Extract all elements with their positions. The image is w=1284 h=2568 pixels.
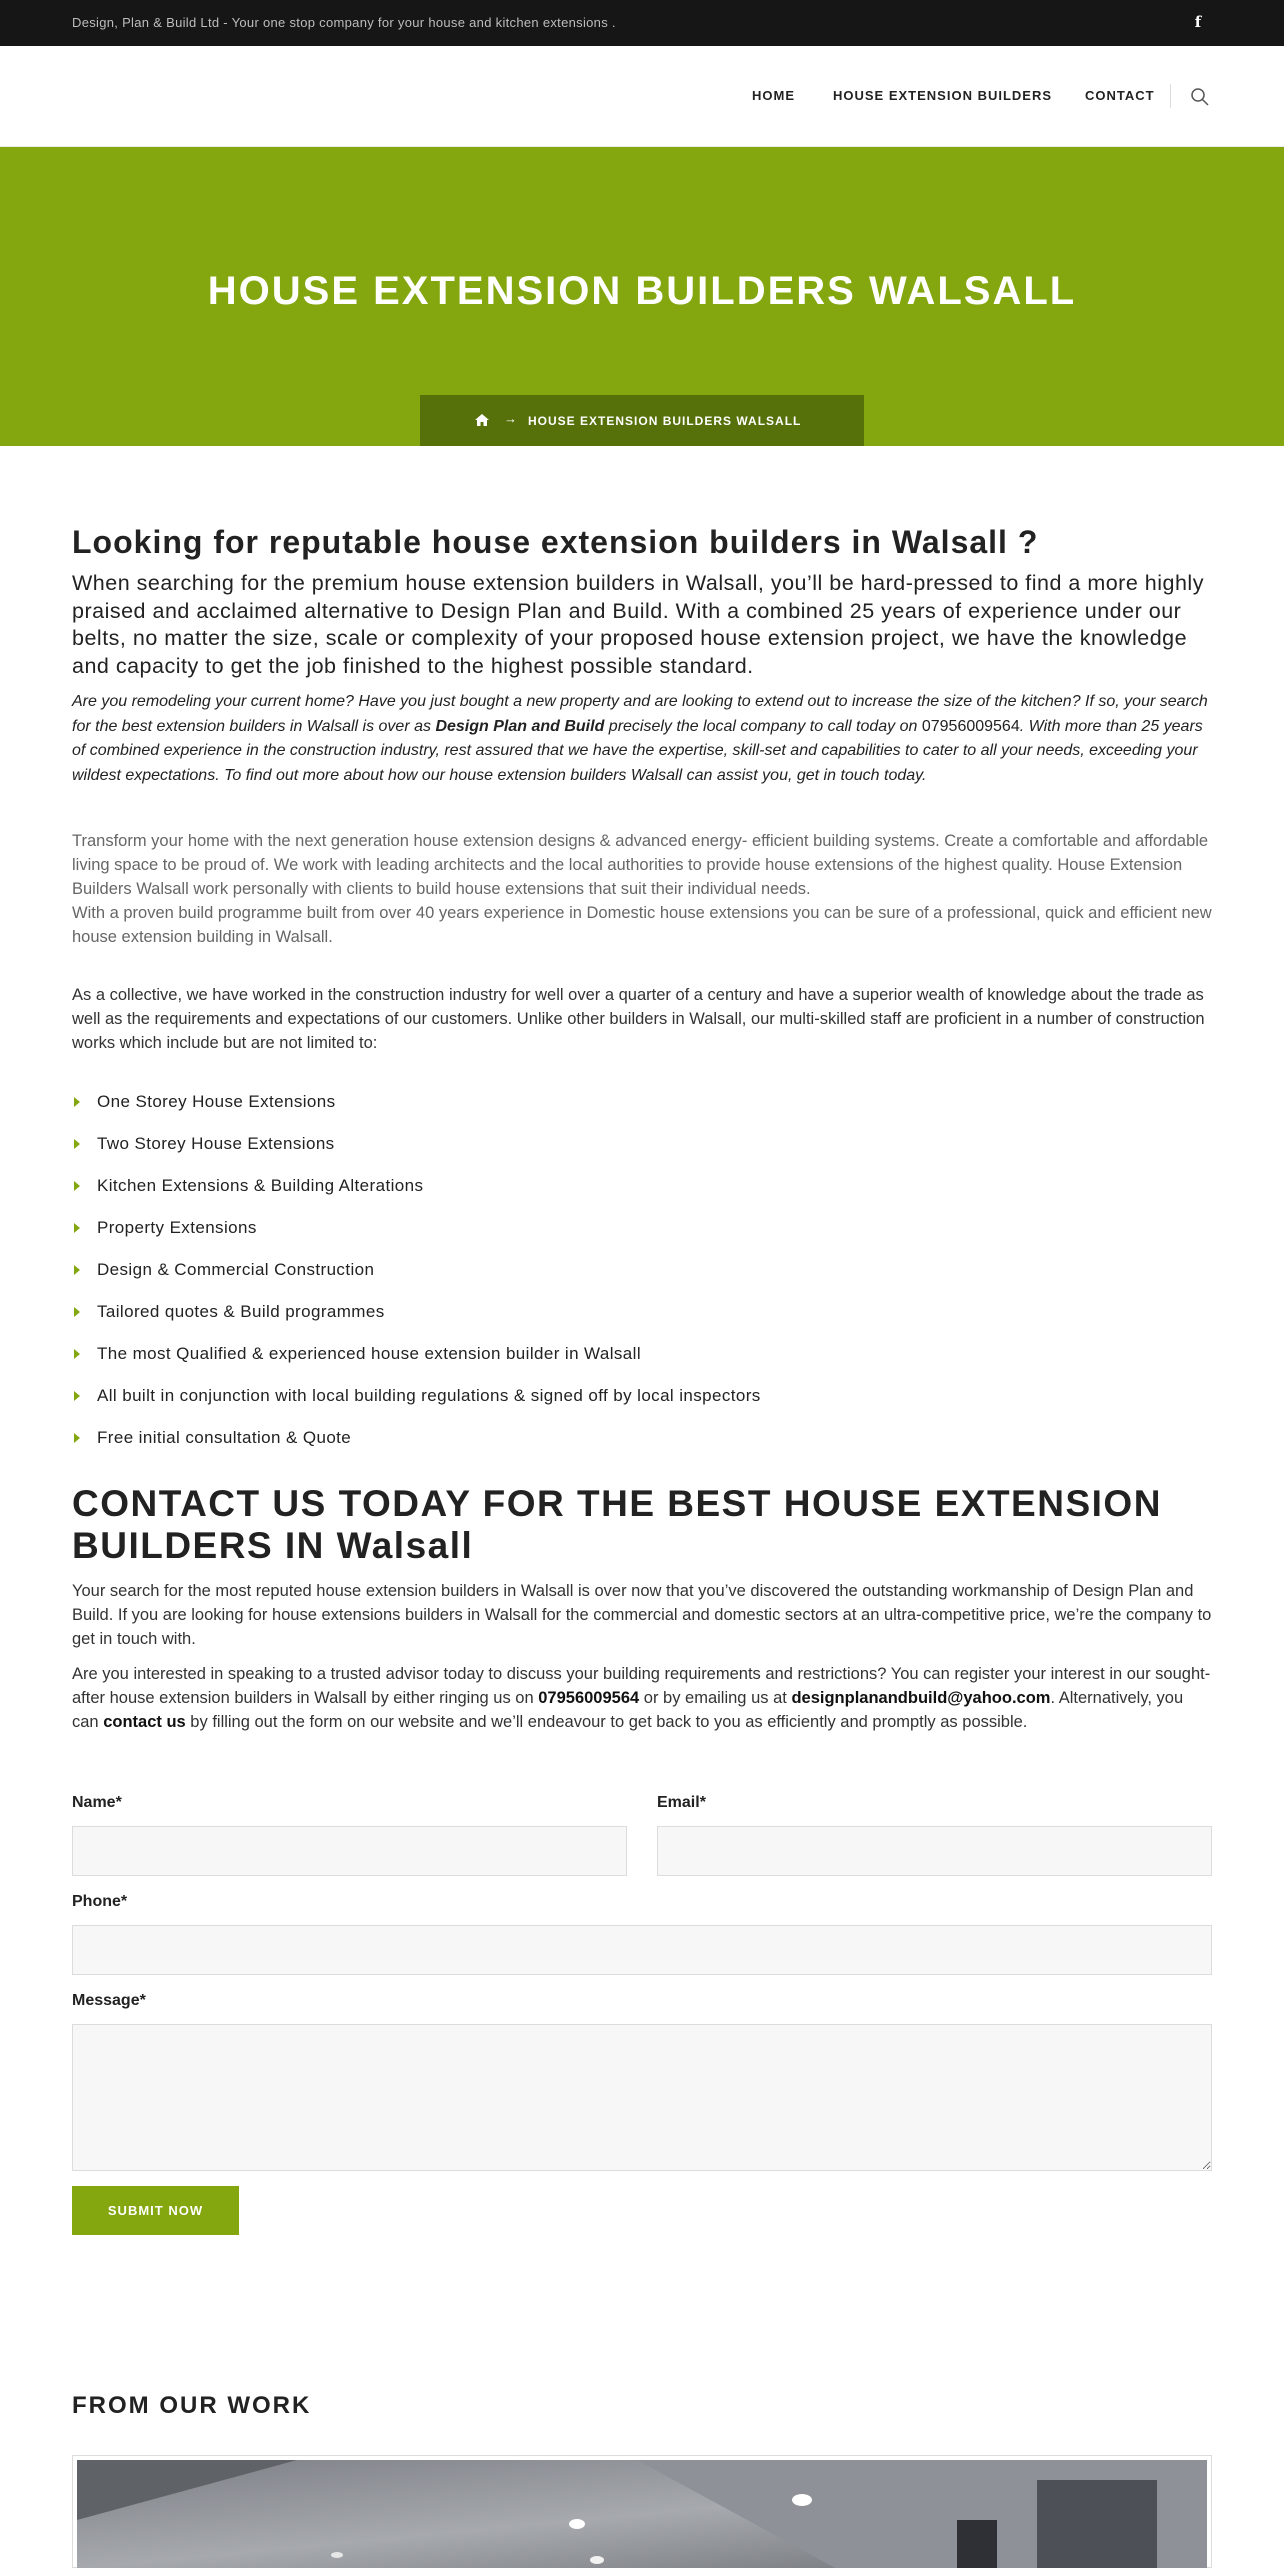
list-item	[72, 1213, 1212, 1255]
search-icon[interactable]	[1190, 87, 1210, 107]
nav-home-link[interactable]: HOME	[752, 88, 795, 103]
collective-paragraph: As a collective, we have worked in the construction industry for well over a quarter of a century and have a superior wealth of knowledge about the trade as well as the requirements and expectations of our customers. Unlike other builders in Walsall, our multi-skilled staff are proficient in a number of construction works which include but are not limited to:	[72, 986, 1205, 1052]
site-header	[0, 46, 1284, 147]
phone-label	[72, 1893, 127, 1911]
facebook-icon[interactable]: f	[1194, 13, 1202, 31]
required-mark: *	[120, 1893, 128, 1910]
italic-text-1: Are you remodeling your current home? Have you just bought a new property and are looking to extend out to increase the size of the kitchen? If so, your search for the best extension builders in Walsall is over as	[72, 693, 1208, 735]
list-item	[72, 1129, 1212, 1171]
phone-number[interactable]: 07956009564	[921, 717, 1020, 735]
service-label: Free initial consultation & Quote	[97, 1428, 352, 1447]
italic-text-3: . With more than 25 years of combined experience in the construction industry, rest assured that we have the expertise, skill-set and capabilities to cater to all your needs, exceeding your wildest expectations. To find out more about how our house extension builders Walsall can assist you, get in touch today.	[72, 717, 1203, 784]
message-label-text: Message	[72, 1992, 140, 2009]
message-textarea[interactable]	[72, 2024, 1212, 2171]
advisor-text-4: by filling out the form on our website and we’ll endeavour to get back to you as efficiently and promptly as possible.	[185, 1713, 1028, 1731]
list-item	[72, 1423, 1212, 1465]
section-heading: Looking for reputable house extension builders in Walsall ?	[72, 524, 1039, 560]
list-item	[72, 1087, 1212, 1129]
search-paragraph: Your search for the most reputed house extension builders in Walsall is over now that you’ve discovered the outstanding workmanship of Design Plan and Build. If you are looking for house extensions builders in Walsall for the commercial and domestic sectors at an ultra-competitive price, we’re the company to get in touch with.	[72, 1582, 1212, 1648]
submit-button[interactable]: SUBMIT NOW	[72, 2186, 239, 2235]
work-gallery-frame	[72, 2455, 1212, 2568]
transform-paragraph	[72, 829, 1212, 949]
contact-heading: CONTACT US TODAY FOR THE BEST HOUSE EXTENSION BUILDERS IN Walsall	[72, 1483, 1162, 1566]
bullet-icon	[74, 1097, 80, 1107]
top-bar	[0, 0, 1284, 46]
home-icon[interactable]	[474, 412, 490, 428]
service-label: The most Qualified & experienced house extension builder in Walsall	[97, 1344, 642, 1363]
bullet-icon	[74, 1391, 80, 1401]
email-label	[657, 1794, 706, 1812]
transform-text-2: With a proven build programme built from over 40 years experience in Domestic house extensions you can be sure of a professional, quick and efficient new house extension building in Walsall.	[72, 904, 1212, 946]
advisor-text-3: . Alternatively, you can	[72, 1689, 1184, 1731]
email-link[interactable]: designplanandbuild@yahoo.com	[791, 1689, 1051, 1707]
breadcrumb	[420, 395, 864, 446]
service-label: One Storey House Extensions	[97, 1092, 336, 1111]
list-item	[72, 1381, 1212, 1423]
advisor-text-2: or by emailing us at	[639, 1689, 792, 1707]
bullet-icon	[74, 1349, 80, 1359]
nav-divider	[1170, 84, 1171, 108]
page-title: HOUSE EXTENSION BUILDERS WALSALL	[207, 269, 1077, 313]
work-heading: FROM OUR WORK	[72, 2392, 312, 2419]
breadcrumb-current: HOUSE EXTENSION BUILDERS WALSALL	[528, 414, 802, 428]
contact-us-link[interactable]: contact us	[103, 1713, 186, 1731]
service-label: Kitchen Extensions & Building Alterations	[97, 1176, 424, 1195]
message-label	[72, 1992, 146, 2010]
bullet-icon	[74, 1223, 80, 1233]
bullet-icon	[74, 1307, 80, 1317]
required-mark: *	[699, 1794, 706, 1811]
transform-text-1: Transform your home with the next generation house extension designs & advanced energy- efficient building systems. Create a comfortable and affordable living space to be proud of. We work with leading architects and the local authorities to provide house extensions of the highest quality. House Extension Builders Walsall work personally with clients to build house extensions that suit their individual needs.	[72, 832, 1209, 898]
email-input[interactable]	[657, 1826, 1212, 1876]
phone-link[interactable]: 07956009564	[538, 1689, 640, 1707]
bullet-icon	[74, 1139, 80, 1149]
bullet-icon	[74, 1433, 80, 1443]
advisor-text-1: Are you interested in speaking to a trusted advisor today to discuss your building requirements and restrictions? You can register your interest in our sought-after house extension builders in Walsall by either ringing us on	[72, 1665, 1211, 1707]
lead-paragraph: When searching for the premium house extension builders in Walsall, you’ll be hard-pressed to find a more highly praised and acclaimed alternative to Design Plan and Build. With a combined 25 years of experience under our belts, no matter the size, scale or complexity of your proposed house extension project, we have the knowledge and capacity to get the job finished to the highest possible standard.	[72, 571, 1204, 678]
service-label: Two Storey House Extensions	[97, 1134, 335, 1153]
nav-house-extension-builders-link[interactable]: HOUSE EXTENSION BUILDERS	[833, 88, 1053, 103]
service-label: Property Extensions	[97, 1218, 257, 1237]
list-item	[72, 1171, 1212, 1213]
required-mark: *	[115, 1794, 122, 1811]
required-mark: *	[139, 1992, 146, 2009]
nav-contact-link[interactable]: CONTACT	[1085, 88, 1155, 103]
name-label-text: Name	[72, 1794, 116, 1811]
bullet-icon	[74, 1265, 80, 1275]
name-label	[72, 1794, 122, 1812]
email-label-text: Email	[657, 1794, 700, 1811]
work-photo[interactable]	[77, 2460, 1207, 2568]
list-item	[72, 1255, 1212, 1297]
breadcrumb-separator: →	[504, 411, 517, 426]
page-hero	[0, 147, 1284, 446]
advisor-paragraph	[72, 1662, 1212, 1734]
phone-label-text: Phone	[72, 1893, 121, 1910]
services-list	[72, 1087, 1212, 1465]
phone-input[interactable]	[72, 1925, 1212, 1975]
topbar-tagline: Design, Plan & Build Ltd - Your one stop company for your house and kitchen extensions .	[72, 15, 616, 30]
service-label: Tailored quotes & Build programmes	[97, 1302, 385, 1321]
name-input[interactable]	[72, 1826, 627, 1876]
service-label: Design & Commercial Construction	[97, 1260, 375, 1279]
intro-italic-paragraph	[72, 690, 1212, 788]
company-name-bold: Design Plan and Build	[435, 717, 605, 735]
list-item	[72, 1339, 1212, 1381]
italic-text-2: precisely the local company to call today on	[604, 717, 922, 735]
list-item	[72, 1297, 1212, 1339]
service-label: All built in conjunction with local building regulations & signed off by local inspectors	[97, 1386, 761, 1405]
bullet-icon	[74, 1181, 80, 1191]
